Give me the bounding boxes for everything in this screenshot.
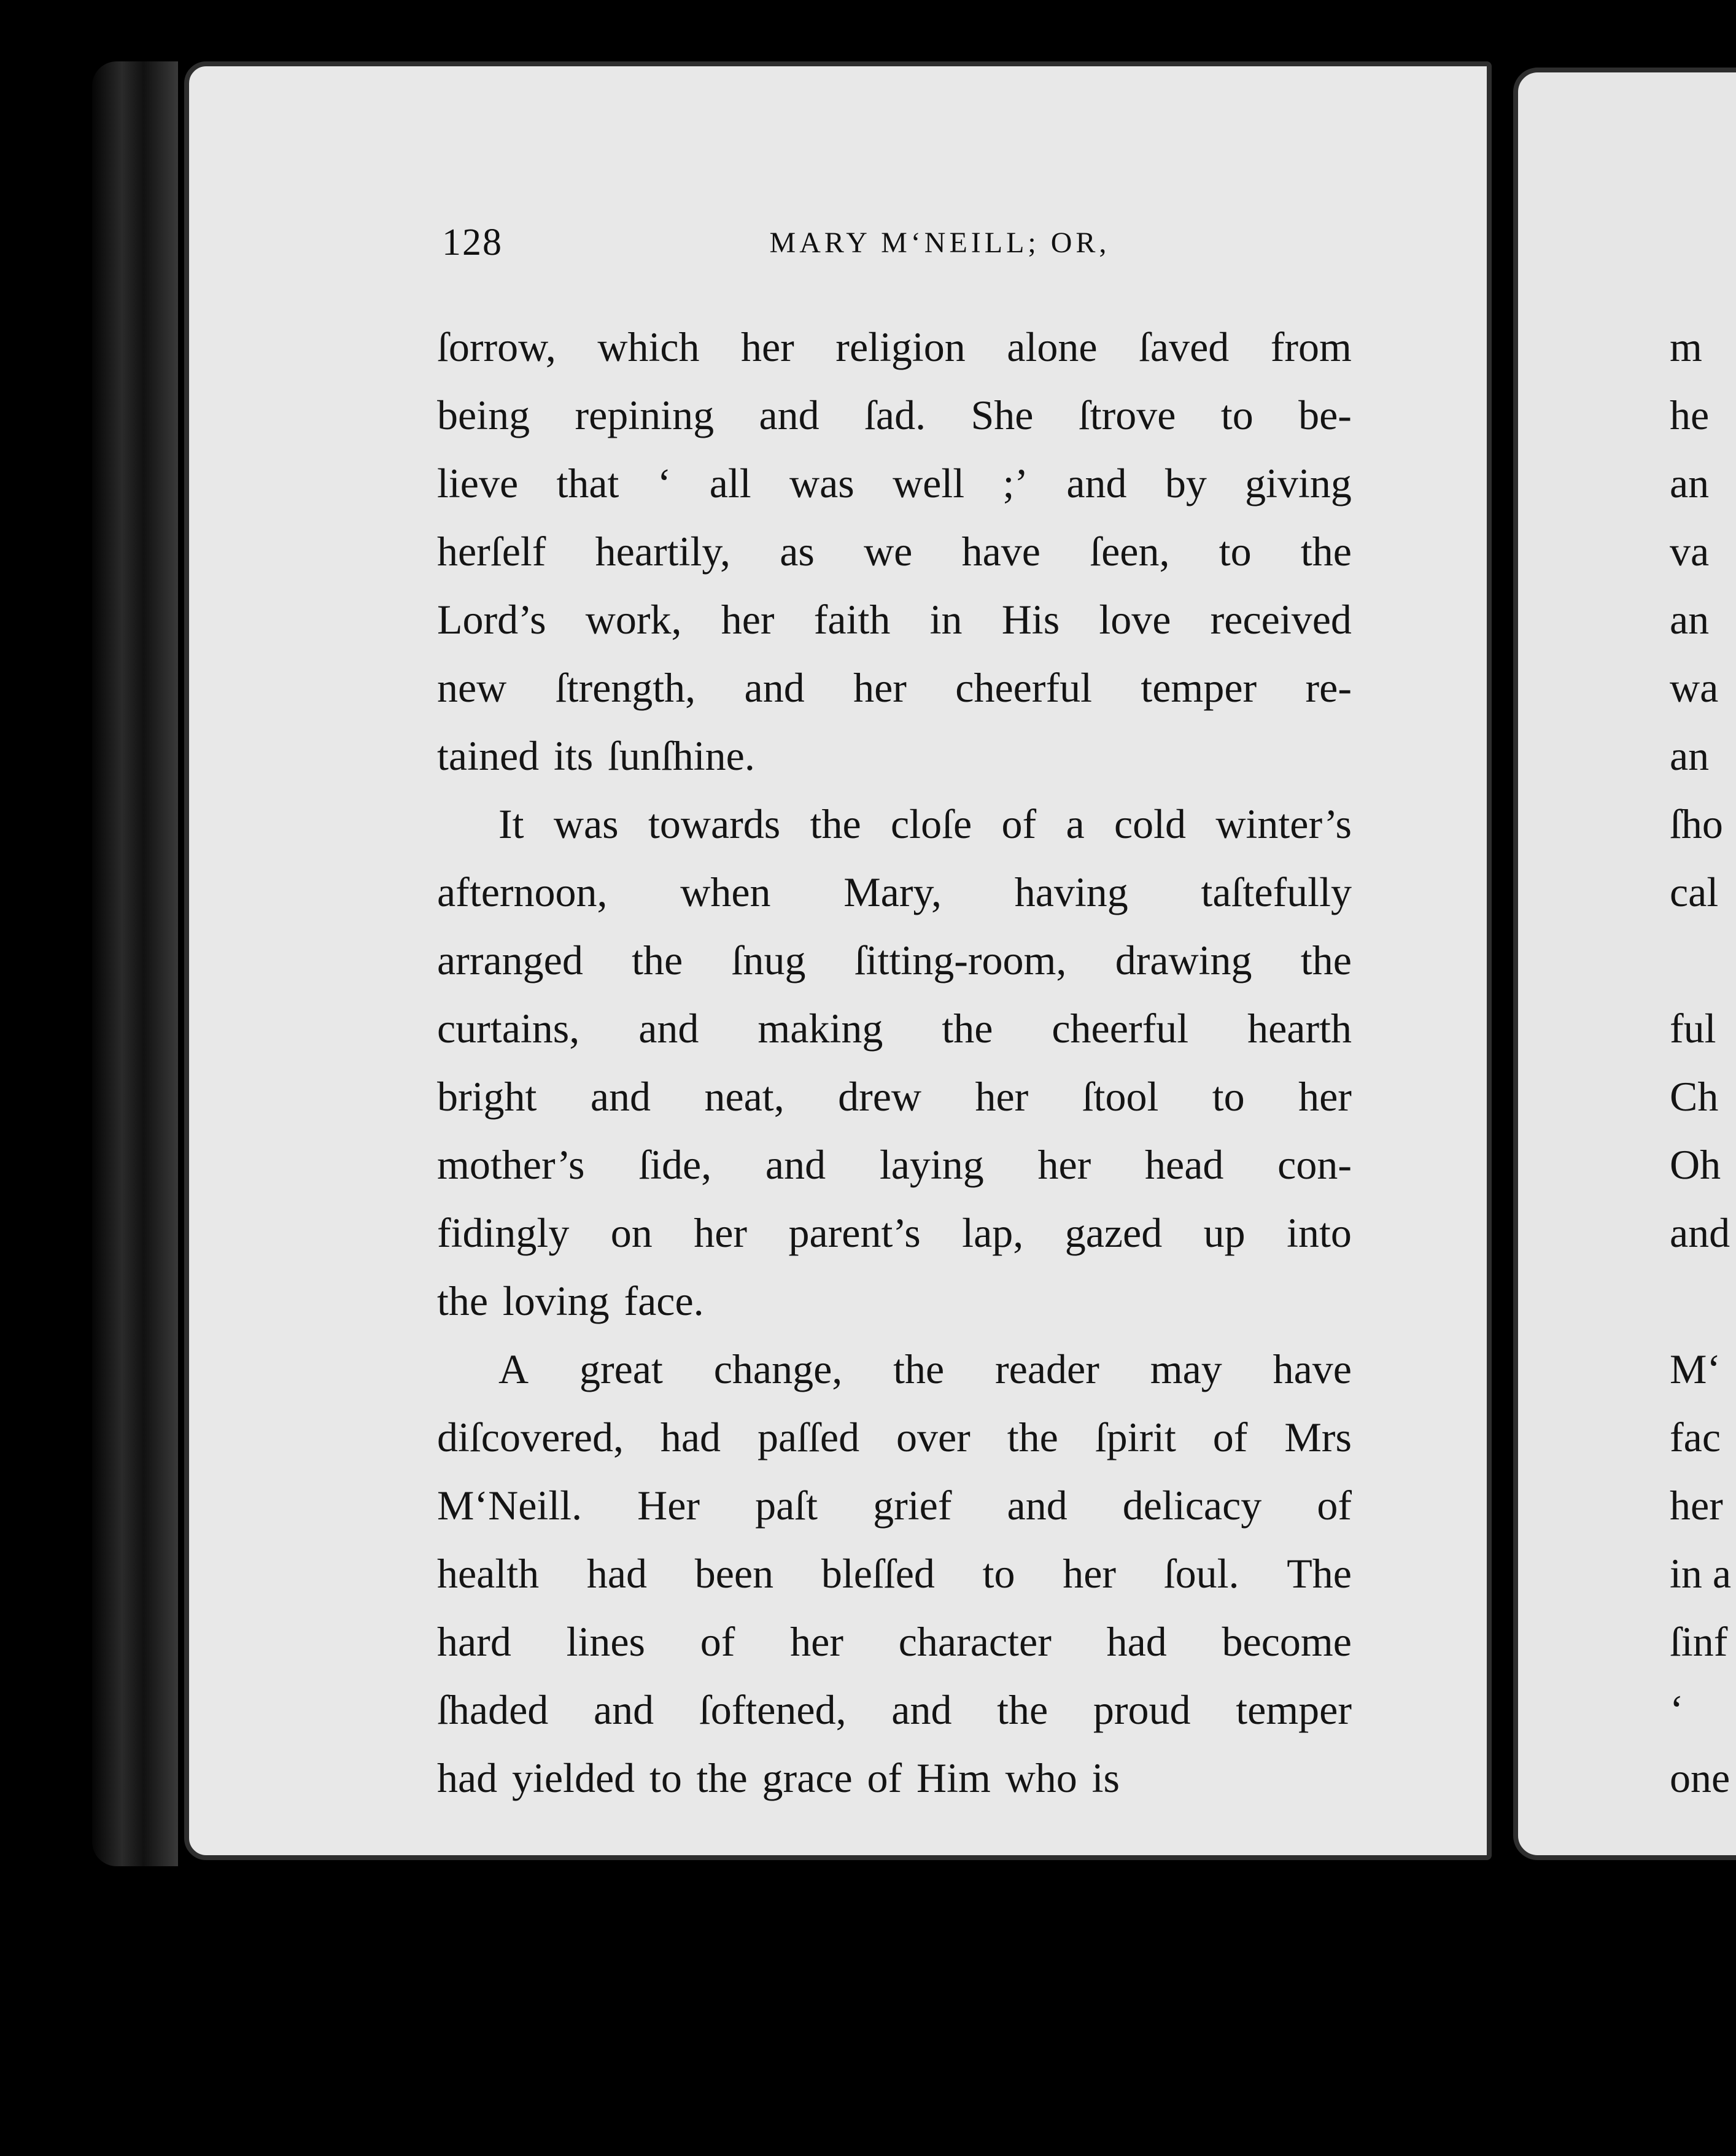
facing-line: in a: [1670, 1550, 1732, 1597]
text-line: diſcovered, had paſſed over the ſpirit of Mrs: [437, 1414, 1352, 1460]
facing-line: Oh: [1670, 1141, 1721, 1188]
facing-line: ful: [1670, 1005, 1716, 1052]
facing-line: ſho: [1670, 801, 1723, 847]
text-line: the loving face.: [437, 1278, 704, 1324]
facing-line: ‘: [1670, 1686, 1684, 1733]
facing-line: Ch: [1670, 1073, 1719, 1120]
facing-line: one: [1670, 1755, 1730, 1801]
facing-line: fac: [1670, 1414, 1721, 1460]
facing-line: an: [1670, 460, 1710, 506]
text-line: M‘Neill. Her paſt grief and delicacy of: [437, 1482, 1352, 1529]
text-line: arranged the ſnug ſitting-room, drawing the: [437, 937, 1352, 983]
facing-line: an: [1670, 596, 1710, 643]
text-line: curtains, and making the cheerful hearth: [437, 1005, 1352, 1052]
text-line: health had been bleſſed to her ſoul. The: [437, 1550, 1352, 1597]
facing-line: he: [1670, 392, 1710, 438]
facing-line: m: [1670, 324, 1702, 370]
running-head: [442, 221, 1301, 276]
facing-line: her: [1670, 1482, 1723, 1529]
text-line: fidingly on her parent’s lap, gazed up into: [437, 1209, 1352, 1256]
text-line: lieve that ‘ all was well ;’ and by giving: [437, 460, 1352, 506]
text-line: tained its ſunſhine.: [437, 732, 755, 779]
text-line: hard lines of her character had become: [437, 1618, 1352, 1665]
facing-gap: [1670, 926, 1731, 995]
page-edge-shadow: [92, 61, 178, 1866]
facing-line: an: [1670, 732, 1710, 779]
text-line: It was towards the cloſe of a cold winter’s: [498, 801, 1352, 847]
text-line: ſhaded and ſoftened, and the proud temper: [437, 1686, 1352, 1733]
facing-page-text: [1670, 313, 1731, 1812]
text-line: Lord’s work, her faith in His love received: [437, 596, 1352, 643]
text-line: bright and neat, drew her ſtool to her: [437, 1073, 1352, 1120]
text-line: afternoon, when Mary, having taſtefully: [437, 869, 1352, 915]
running-title: MARY M‘NEILL; OR,: [769, 227, 1110, 259]
facing-line: wa: [1670, 664, 1719, 711]
body-text: [437, 313, 1352, 1812]
text-line: A great change, the reader may have: [498, 1346, 1352, 1392]
facing-line: and: [1670, 1209, 1730, 1256]
facing-line: va: [1670, 528, 1710, 575]
text-line: had yielded to the grace of Him who is: [437, 1755, 1120, 1801]
facing-line: M‘: [1670, 1346, 1721, 1392]
book-gutter: [1492, 37, 1516, 1879]
text-line: being repining and ſad. She ſtrove to be-: [437, 392, 1352, 438]
facing-line: [1670, 1267, 1731, 1335]
facing-line: ſinf: [1670, 1618, 1728, 1665]
text-line: herſelf heartily, as we have ſeen, to the: [437, 528, 1352, 575]
text-line: ſorrow, which her religion alone ſaved from: [437, 324, 1352, 370]
facing-line: cal: [1670, 869, 1719, 915]
text-line: mother’s ſide, and laying her head con-: [437, 1141, 1352, 1188]
text-line: new ſtrength, and her cheerful temper re-: [437, 664, 1352, 711]
page-number: 128: [442, 222, 503, 263]
